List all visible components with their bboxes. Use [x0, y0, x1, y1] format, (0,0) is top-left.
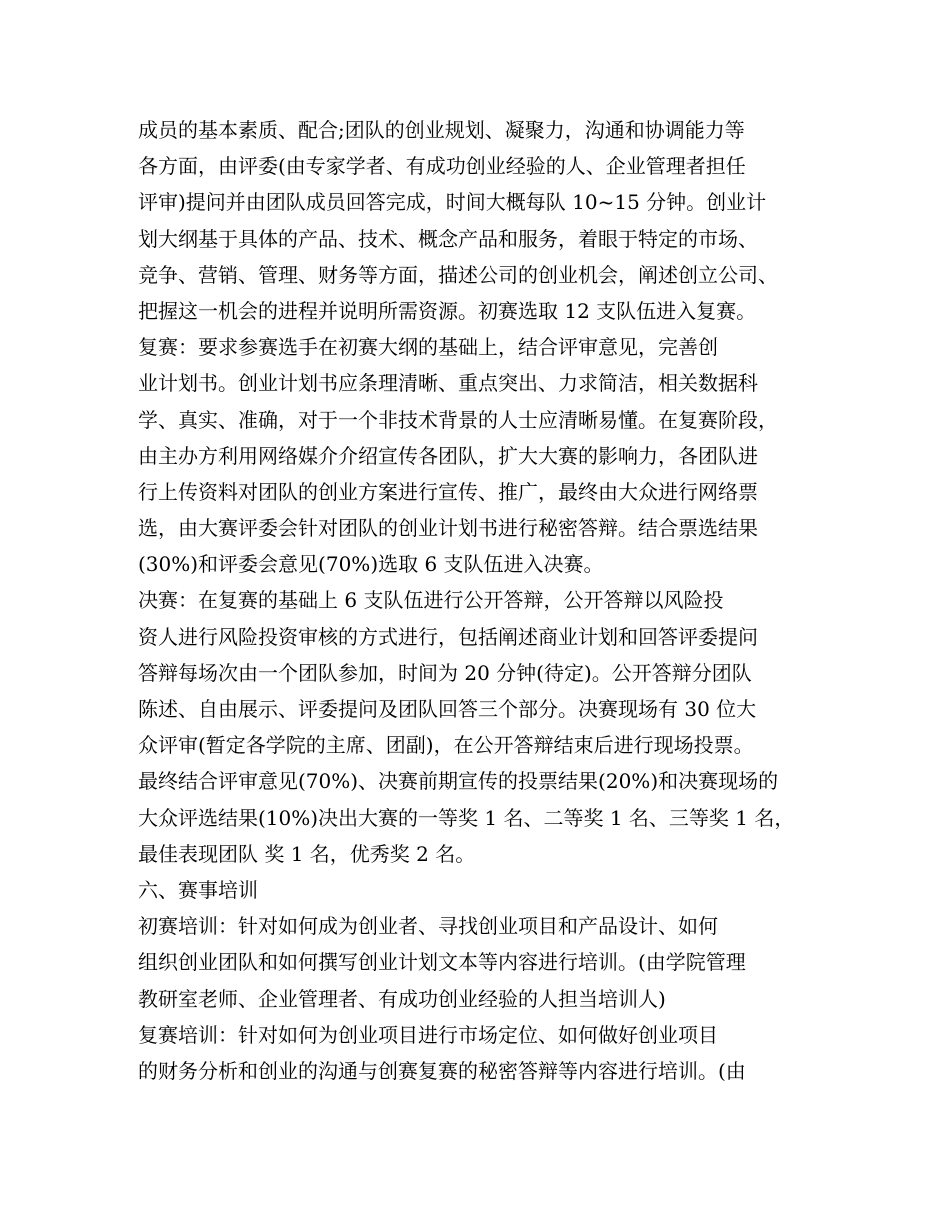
text-line: 把握这一机会的进程并说明所需资源。初赛选取 12 支队伍进入复赛。 — [138, 298, 757, 323]
text-line: 答辩每场次由一个团队参加，时间为 20 分钟(待定)。公开答辩分团队 — [138, 660, 752, 685]
text-line: 行上传资料对团队的创业方案进行宣传、推广，最终由大众进行网络票 — [138, 479, 758, 504]
text-line: 最佳表现团队 奖 1 名，优秀奖 2 名。 — [138, 841, 476, 866]
text-line: 最终结合评审意见(70%)、决赛前期宣传的投票结果(20%)和决赛现场的 — [138, 769, 779, 794]
text-line: 学、真实、准确，对于一个非技术背景的人士应清晰易懂。在复赛阶段， — [138, 407, 778, 432]
text-line: 陈述、自由展示、评委提问及团队回答三个部分。决赛现场有 30 位大 — [138, 697, 757, 721]
section-heading: 六、赛事培训 — [138, 877, 258, 902]
text-line: 复赛：要求参赛选手在初赛大纲的基础上，结合评审意见，完善创 — [138, 335, 718, 360]
text-line: 业计划书。创业计划书应条理清晰、重点突出、力求简洁，相关数据科 — [138, 371, 758, 396]
text-line: 成员的基本素质、配合;团队的创业规划、凝聚力，沟通和协调能力等 — [138, 118, 745, 142]
text-line: 众评审(暂定各学院的主席、团副)，在公开答辩结束后进行现场投票。 — [138, 733, 754, 758]
text-line: 组织创业团队和如何撰写创业计划文本等内容进行培训。(由学院管理 — [138, 950, 746, 975]
text-line: 划大纲基于具体的产品、技术、概念产品和服务，着眼于特定的市场、 — [138, 226, 758, 251]
text-line: (30%)和评委会意见(70%)选取 6 支队伍进入决赛。 — [138, 552, 604, 577]
text-line: 由主办方利用网络媒介介绍宣传各团队，扩大大赛的影响力，各团队进 — [138, 443, 758, 468]
text-line: 初赛培训：针对如何成为创业者、寻找创业项目和产品设计、如何 — [138, 914, 718, 939]
text-line: 资人进行风险投资审核的方式进行，包括阐述商业计划和回答评委提问 — [138, 624, 758, 649]
text-line: 教研室老师、企业管理者、有成功创业经验的人担当培训人) — [138, 986, 666, 1011]
text-line: 决赛：在复赛的基础上 6 支队伍进行公开答辩，公开答辩以风险投 — [138, 588, 724, 613]
text-line: 评审)提问并由团队成员回答完成，时间大概每队 10~15 分钟。创业计 — [138, 190, 767, 215]
text-line: 选，由大赛评委会针对团队的创业计划书进行秘密答辩。结合票选结果 — [138, 516, 758, 541]
document-body — [138, 112, 818, 1089]
text-line: 大众评选结果(10%)决出大赛的一等奖 1 名、二等奖 1 名、三等奖 1 名， — [138, 805, 795, 830]
text-line: 的财务分析和创业的沟通与创赛复赛的秘密答辩等内容进行培训。(由 — [138, 1058, 746, 1083]
text-line: 竞争、营销、管理、财务等方面，描述公司的创业机会，阐述创立公司、 — [138, 262, 778, 287]
text-line: 复赛培训：针对如何为创业项目进行市场定位、如何做好创业项目 — [138, 1022, 718, 1047]
text-line: 各方面，由评委(由专家学者、有成功创业经验的人、企业管理者担任 — [138, 154, 746, 179]
